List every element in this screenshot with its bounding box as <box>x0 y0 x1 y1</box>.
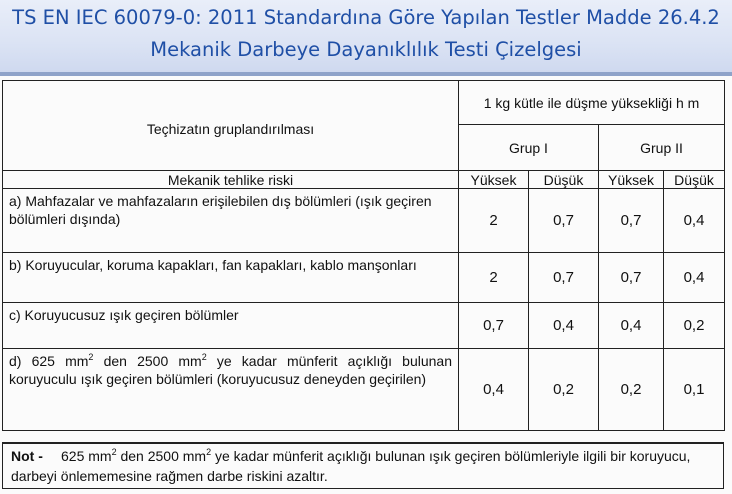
cell-value: 0,4 <box>664 189 725 253</box>
table-row <box>3 349 725 431</box>
g2-low-header: Düşük <box>664 171 725 189</box>
drop-height-header: 1 kg kütle ile düşme yüksekliği h m <box>459 81 725 125</box>
cell-value: 0,2 <box>529 349 599 431</box>
cell-value: 0,4 <box>599 303 664 349</box>
table-row <box>3 189 725 253</box>
row-label: c) Koruyucusuz ışık geçiren bölümler <box>3 303 459 349</box>
header-row-3 <box>3 171 725 189</box>
cell-value: 0,4 <box>529 303 599 349</box>
group-2-header: Grup II <box>599 125 725 171</box>
cell-value: 0,1 <box>664 349 725 431</box>
note-label: Not - <box>11 448 43 464</box>
cell-value: 2 <box>459 189 529 253</box>
row-label: a) Mahfazalar ve mahfazaların erişilebilen dış bölümleri (ışık geçiren bölümleri dışında) <box>3 189 459 253</box>
cell-value: 0,2 <box>664 303 725 349</box>
cell-value: 0,7 <box>599 253 664 303</box>
g1-high-header: Yüksek <box>459 171 529 189</box>
table-row <box>3 253 725 303</box>
impact-test-table <box>2 80 725 431</box>
cell-value: 0,7 <box>459 303 529 349</box>
mechanical-risk-header: Mekanik tehlike riski <box>3 171 459 189</box>
g1-low-header: Düşük <box>529 171 599 189</box>
header-row-1 <box>3 81 725 125</box>
title-line-1: TS EN IEC 60079-0: 2011 Standardına Göre Yapılan Testler Madde 26.4.2 <box>12 6 720 29</box>
table-row <box>3 303 725 349</box>
cell-value: 0,2 <box>599 349 664 431</box>
group-1-header: Grup I <box>459 125 599 171</box>
document-scan <box>0 76 732 494</box>
cell-value: 2 <box>459 253 529 303</box>
title-line-2: Mekanik Darbeye Dayanıklılık Testi Çizelgesi <box>150 38 582 61</box>
equipment-grouping-header: Teçhizatın gruplandırılması <box>3 81 459 171</box>
cell-value: 0,7 <box>529 253 599 303</box>
cell-value: 0,7 <box>599 189 664 253</box>
title-banner <box>0 0 732 76</box>
cell-value: 0,4 <box>664 253 725 303</box>
g2-high-header: Yüksek <box>599 171 664 189</box>
table-note <box>2 442 724 489</box>
cell-value: 0,4 <box>459 349 529 431</box>
row-label: b) Koruyucular, koruma kapakları, fan kapakları, kablo manşonları <box>3 253 459 303</box>
row-label: d) 625 $mm^2$ den 2500 $mm^2$ ye kadar münferit açıklığı bulunan koruyuculu ışık geçiren bölümleri (koruyucusuz deneyden geçirilen) <box>3 349 459 431</box>
cell-value: 0,7 <box>529 189 599 253</box>
note-text: 625 $mm^2$ den 2500 $mm^2$ ye kadar münferit açıklığı bulunan ışık geçiren bölümleriyle ilgili bir koruyucu, darbeyi önlememesine rağmen darbe riskini azaltır. <box>11 447 691 484</box>
